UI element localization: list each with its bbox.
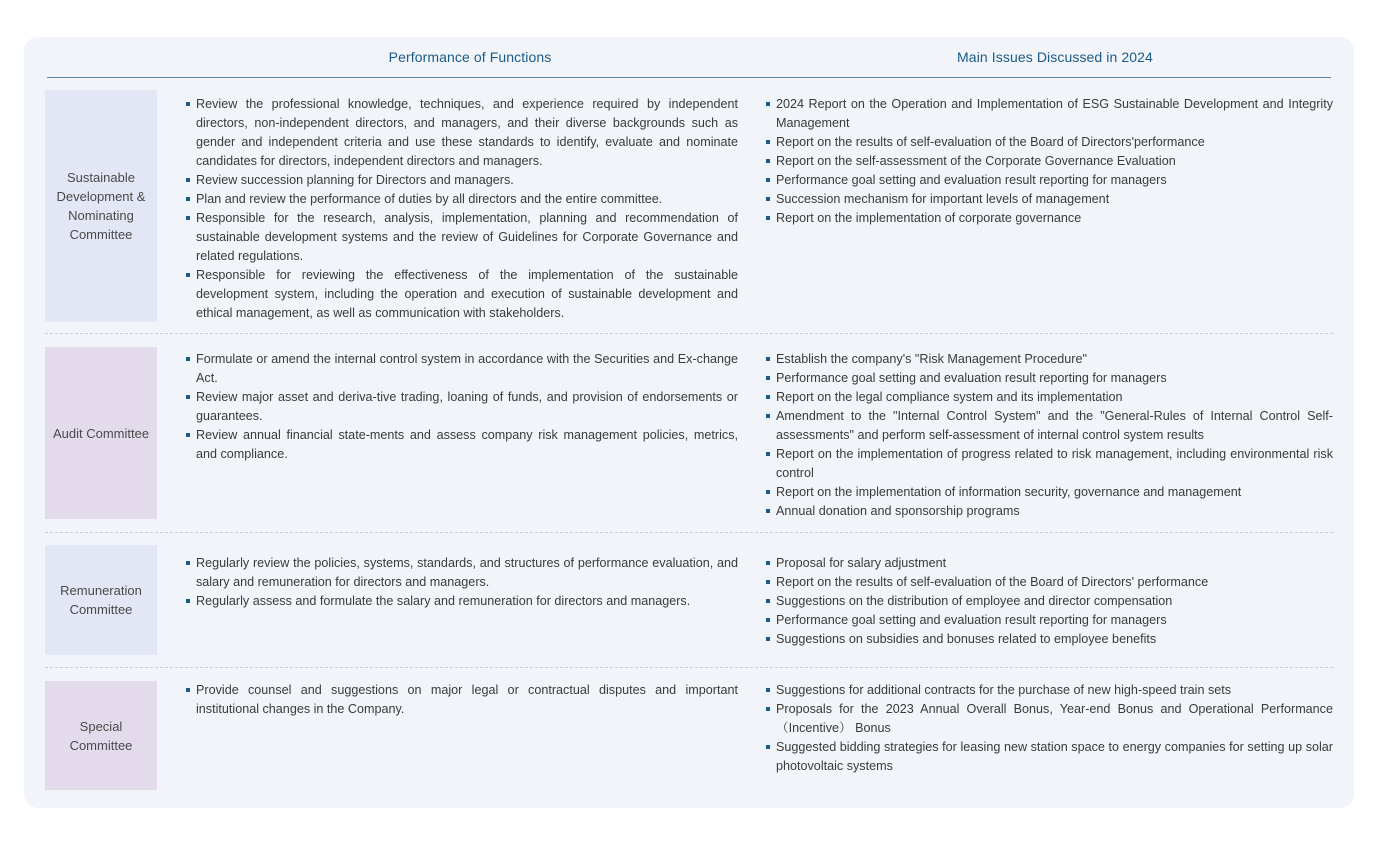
bullet-icon xyxy=(766,376,770,380)
bullet-icon xyxy=(766,140,770,144)
issue-item xyxy=(766,190,1333,209)
item-text: Provide counsel and suggestions on major legal or contractual disputes and important institutional changes in the Company. xyxy=(196,683,738,716)
issue-item xyxy=(766,350,1333,369)
item-text: Suggestions on the distribution of employee and director compensation xyxy=(776,594,1173,608)
table-row-sustainable-development xyxy=(45,90,1333,322)
item-text: Amendment to the "Internal Control System" and the "General-Rules of Internal Control Self-assessments" and perform self-assessment of internal control system results xyxy=(776,409,1333,442)
functions-list xyxy=(186,681,738,719)
bullet-icon xyxy=(186,599,190,603)
item-text: Review the professional knowledge, techniques, and experience required by independent directors, non-independent directors, and managers, and their diverse backgrounds such as gender and independent criteria and use these standards to identify, evaluate and nominate candidates for directors, independent directors and managers. xyxy=(196,97,738,168)
item-text: 2024 Report on the Operation and Implementation of ESG Sustainable Development and Integrity Management xyxy=(776,97,1333,130)
item-text: Performance goal setting and evaluation result reporting for managers xyxy=(776,173,1167,187)
item-text: Performance goal setting and evaluation result reporting for managers xyxy=(776,613,1167,627)
bullet-icon xyxy=(766,178,770,182)
item-text: Proposals for the 2023 Annual Overall Bonus, Year-end Bonus and Operational Performance （Incentive） Bonus xyxy=(776,702,1333,735)
item-text: Succession mechanism for important levels of management xyxy=(776,192,1110,206)
issues-list xyxy=(766,350,1333,521)
issues-list xyxy=(766,681,1333,776)
bullet-icon xyxy=(766,637,770,641)
issue-item xyxy=(766,133,1333,152)
function-item xyxy=(186,209,738,266)
issues-list xyxy=(766,554,1333,649)
item-text: Report on the implementation of corporate governance xyxy=(776,211,1082,225)
bullet-icon xyxy=(186,273,190,277)
table-row-audit xyxy=(45,347,1333,519)
issue-item xyxy=(766,554,1333,573)
item-text: Performance goal setting and evaluation result reporting for managers xyxy=(776,371,1167,385)
committee-name: Audit Committee xyxy=(52,425,150,441)
item-text: Review succession planning for Directors and managers. xyxy=(196,173,514,187)
committee-name: Special Committee xyxy=(69,718,133,753)
bullet-icon xyxy=(186,357,190,361)
item-text: Review annual financial state-ments and assess company risk management policies, metrics, and compliance. xyxy=(196,428,738,461)
bullet-icon xyxy=(766,102,770,106)
function-item xyxy=(186,388,738,426)
item-text: Establish the company's "Risk Management Procedure" xyxy=(776,352,1087,366)
bullet-icon xyxy=(766,490,770,494)
item-text: Suggestions on subsidies and bonuses related to employee benefits xyxy=(776,632,1157,646)
issue-item xyxy=(766,592,1333,611)
item-text: Report on the self-assessment of the Corporate Governance Evaluation xyxy=(776,154,1176,168)
bullet-icon xyxy=(186,395,190,399)
issues-list xyxy=(766,95,1333,228)
issue-item xyxy=(766,209,1333,228)
bullet-icon xyxy=(766,452,770,456)
bullet-icon xyxy=(766,159,770,163)
item-text: Plan and review the performance of duties by all directors and the entire committee. xyxy=(196,192,663,206)
table-header xyxy=(47,37,1331,78)
committee-label xyxy=(45,347,157,519)
issue-item xyxy=(766,407,1333,445)
item-text: Responsible for reviewing the effectiveness of the implementation of the sustainable development system, including the operation and execution of sustainable development and ethical management, as well as communication with stakeholders. xyxy=(196,268,738,320)
bullet-icon xyxy=(186,216,190,220)
function-item xyxy=(186,681,738,719)
issue-item xyxy=(766,152,1333,171)
issue-item xyxy=(766,681,1333,700)
function-item xyxy=(186,426,738,464)
row-divider xyxy=(45,532,1333,533)
item-text: Report on the results of self-evaluation of the Board of Directors' performance xyxy=(776,575,1209,589)
bullet-icon xyxy=(766,357,770,361)
table-row-special xyxy=(45,681,1333,790)
bullet-icon xyxy=(766,395,770,399)
issue-item xyxy=(766,369,1333,388)
issue-item xyxy=(766,445,1333,483)
bullet-icon xyxy=(766,414,770,418)
committee-label xyxy=(45,90,157,322)
item-text: Regularly review the policies, systems, standards, and structures of performance evaluation, and salary and remuneration for directors and managers. xyxy=(196,556,738,589)
row-divider xyxy=(45,333,1333,334)
item-text: Review major asset and deriva-tive trading, loaning of funds, and provision of endorsements or guarantees. xyxy=(196,390,738,423)
row-divider xyxy=(45,667,1333,668)
bullet-icon xyxy=(766,599,770,603)
item-text: Report on the legal compliance system and its implementation xyxy=(776,390,1123,404)
issue-item xyxy=(766,502,1333,521)
functions-list xyxy=(186,554,738,611)
issue-item xyxy=(766,573,1333,592)
item-text: Report on the implementation of progress related to risk management, including environmental risk control xyxy=(776,447,1333,480)
function-item xyxy=(186,95,738,171)
committee-label xyxy=(45,681,157,790)
function-item xyxy=(186,190,738,209)
functions-list xyxy=(186,350,738,464)
bullet-icon xyxy=(186,102,190,106)
item-text: Annual donation and sponsorship programs xyxy=(776,504,1020,518)
bullet-icon xyxy=(186,433,190,437)
item-text: Regularly assess and formulate the salary and remuneration for directors and managers. xyxy=(196,594,691,608)
header-performance-of-functions: Performance of Functions xyxy=(388,49,552,65)
issue-item xyxy=(766,611,1333,630)
bullet-icon xyxy=(186,561,190,565)
bullet-icon xyxy=(766,561,770,565)
functions-list xyxy=(186,95,738,323)
issue-item xyxy=(766,738,1333,776)
item-text: Responsible for the research, analysis, implementation, planning and recommendation of sustainable development systems and the review of Guidelines for Corporate Governance and related regulations. xyxy=(196,211,738,263)
issue-item xyxy=(766,630,1333,649)
issue-item xyxy=(766,95,1333,133)
item-text: Proposal for salary adjustment xyxy=(776,556,947,570)
committee-table xyxy=(24,37,1354,808)
bullet-icon xyxy=(766,745,770,749)
table-row-remuneration xyxy=(45,545,1333,655)
function-item xyxy=(186,350,738,388)
function-item xyxy=(186,266,738,323)
function-item xyxy=(186,171,738,190)
bullet-icon xyxy=(766,618,770,622)
issue-item xyxy=(766,483,1333,502)
bullet-icon xyxy=(766,688,770,692)
issue-item xyxy=(766,700,1333,738)
bullet-icon xyxy=(186,688,190,692)
committee-label xyxy=(45,545,157,655)
committee-name: Remuneration Committee xyxy=(60,583,142,617)
bullet-icon xyxy=(766,580,770,584)
header-main-issues: Main Issues Discussed in 2024 xyxy=(957,49,1153,65)
bullet-icon xyxy=(766,216,770,220)
function-item xyxy=(186,592,738,611)
item-text: Formulate or amend the internal control system in accordance with the Securities and Ex-change Act. xyxy=(196,352,738,385)
bullet-icon xyxy=(186,197,190,201)
bullet-icon xyxy=(766,509,770,513)
bullet-icon xyxy=(766,707,770,711)
issue-item xyxy=(766,388,1333,407)
item-text: Report on the results of self-evaluation of the Board of Directors'performance xyxy=(776,135,1205,149)
function-item xyxy=(186,554,738,592)
item-text: Suggestions for additional contracts for the purchase of new high-speed train sets xyxy=(776,683,1232,697)
committee-name: Sustainable Development & Nominating Committee xyxy=(56,170,146,242)
bullet-icon xyxy=(766,197,770,201)
item-text: Suggested bidding strategies for leasing new station space to energy companies for setting up solar photovoltaic systems xyxy=(776,740,1333,773)
issue-item xyxy=(766,171,1333,190)
item-text: Report on the implementation of information security, governance and management xyxy=(776,485,1242,499)
bullet-icon xyxy=(186,178,190,182)
